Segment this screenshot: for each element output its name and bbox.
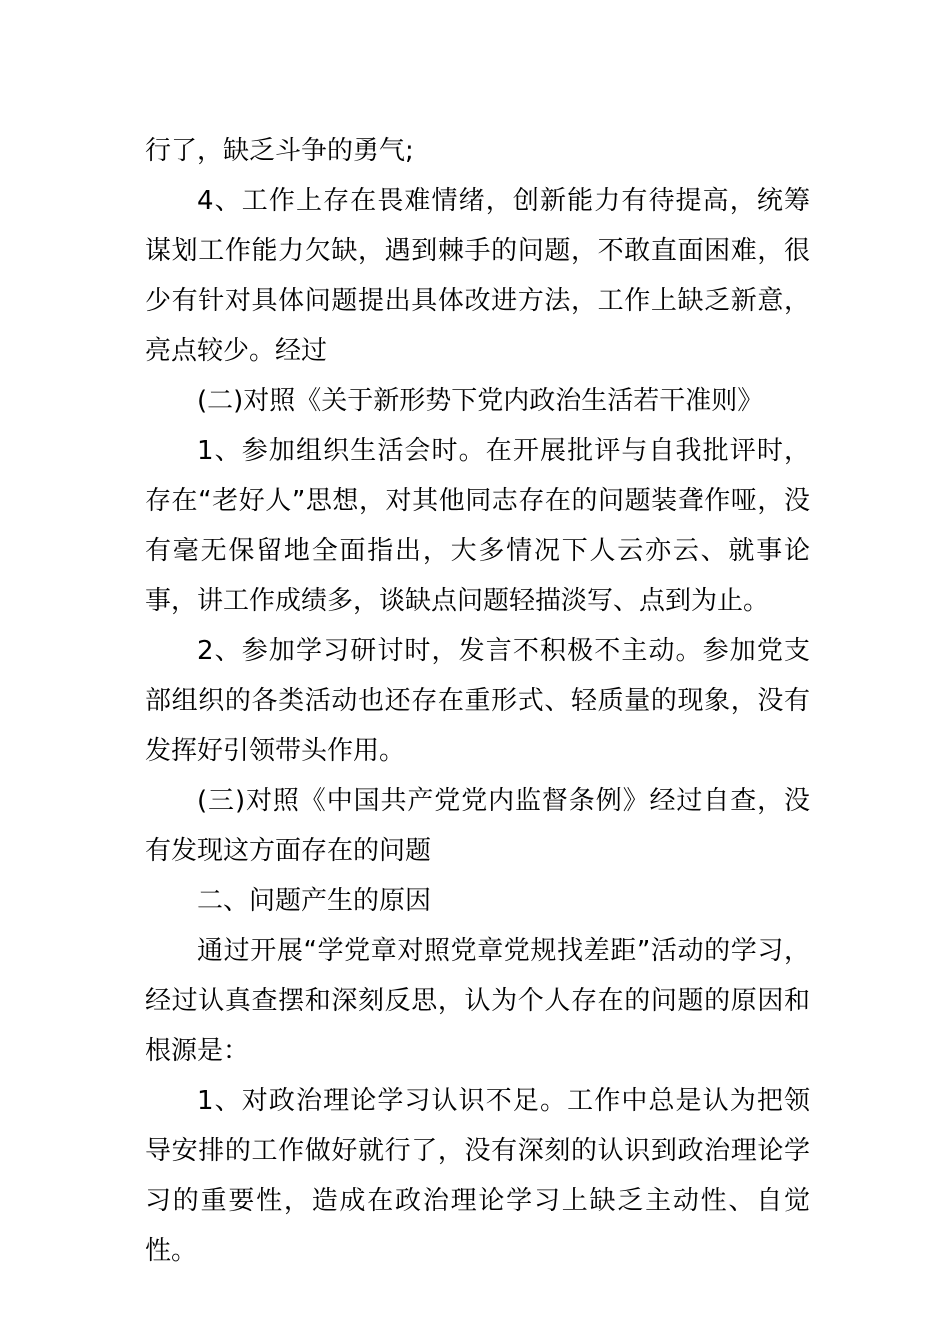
paragraph-cause-1: 1、对政治理论学习认识不足。工作中总是认为把领导安排的工作做好就行了，没有深刻的认识到政治理论学习的重要性，造成在政治理论学习上缺乏主动性、自觉性。 <box>145 1086 810 1266</box>
paragraph-intro-causes: 通过开展“学党章对照党章党规找差距”活动的学习，经过认真查摆和深刻反思，认为个人存在的问题的原因和根源是： <box>145 936 810 1066</box>
paragraph-item-4: 4、工作上存在畏难情绪，创新能力有待提高，统筹谋划工作能力欠缺，遇到棘手的问题，不敢直面困难，很少有针对具体问题提出具体改进方法，工作上缺乏新意，亮点较少。经过 <box>145 186 810 366</box>
chapter-heading-causes: 二、问题产生的原因 <box>197 886 432 916</box>
section-heading-2: (二)对照《关于新形势下党内政治生活若干准则》 <box>197 386 764 416</box>
paragraph-continuation: 行了，缺乏斗争的勇气; <box>145 136 414 166</box>
paragraph-item-2: 2、参加学习研讨时，发言不积极不主动。参加党支部组织的各类活动也还存在重形式、轻质量的现象，没有发挥好引领带头作用。 <box>145 636 810 766</box>
paragraph-item-1: 1、参加组织生活会时。在开展批评与自我批评时，存在“老好人”思想，对其他同志存在的问题装聋作哑，没有毫无保留地全面指出，大多情况下人云亦云、就事论事，讲工作成绩多，谈缺点问题轻描淡写、点到为止。 <box>145 436 810 616</box>
document-body <box>145 126 810 1276</box>
section-heading-3: (三)对照《中国共产党党内监督条例》经过自查，没有发现这方面存在的问题 <box>145 786 810 866</box>
